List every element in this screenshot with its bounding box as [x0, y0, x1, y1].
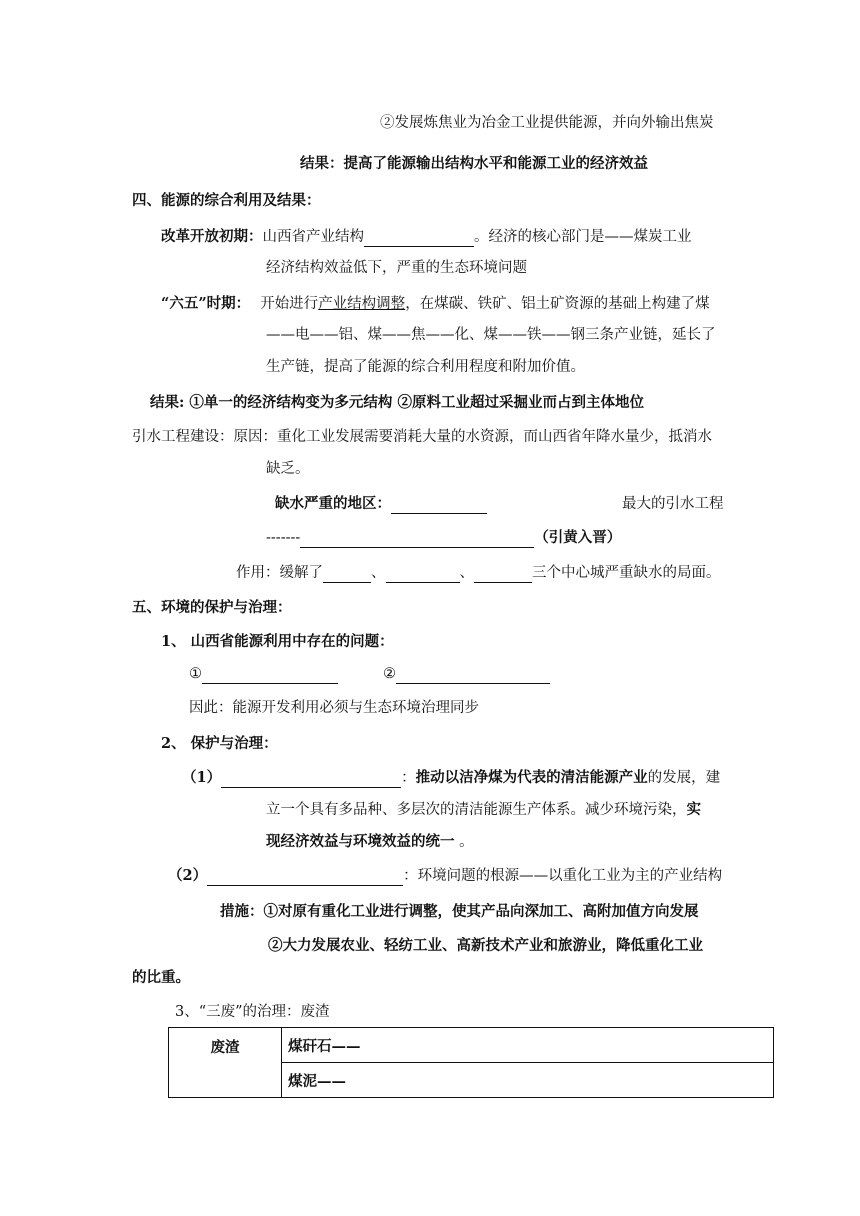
sep-2: 、 [459, 565, 474, 581]
table-row [169, 1028, 774, 1063]
p2-text: ：环境问题的根源——以重化工业为主的产业结构 [403, 868, 723, 884]
problems-line [189, 664, 550, 684]
largest-project-label: 最大的引水工程 [622, 496, 724, 512]
measures-line-2: ②大力发展农业、轻纺工业、高新技术产业和旅游业，降低重化工业 [268, 937, 703, 954]
circle-1: ① [189, 666, 202, 682]
blank-industrial-structure[interactable] [364, 230, 474, 247]
p1-line [182, 768, 720, 788]
p1-rest: 的发展，建 [647, 770, 721, 786]
reform-line-2: 经济结构效益低下，严重的生态环境问题 [266, 260, 527, 276]
water-line-2: 缺乏。 [266, 461, 310, 477]
reform-label: 改革开放初期： [161, 228, 263, 245]
p1-line-2a: 立一个具有多品种、多层次的清洁能源生产体系。减少环境污染， [266, 802, 687, 818]
reform-text: 山西省产业结构 [262, 229, 364, 245]
item-1-heading: 1、 山西省能源利用中存在的问题： [161, 633, 394, 650]
shortage-label: 缺水严重的地区： [275, 495, 391, 512]
six5-line-3: 生产链，提高了能源的综合利用程度和附加价值。 [266, 359, 585, 375]
blank-problem-2[interactable] [396, 667, 550, 684]
p1-line-2b: 实 [686, 801, 701, 818]
therefore-line: 因此：能源开发利用必须与生态环境治理同步 [189, 700, 479, 716]
result-line-1: 结果：提高了能源输出结构水平和能源工业的经济效益 [300, 155, 648, 172]
blank-city-3[interactable] [474, 566, 532, 583]
six5-label: “六五”时期： [161, 295, 251, 312]
reform-line [161, 227, 692, 247]
six5-pre: 开始进行 [260, 296, 319, 312]
reform-text-2: 。经济的核心部门是——煤炭工业 [474, 229, 692, 245]
section-4-heading: 四、能源的综合利用及结果： [132, 192, 321, 209]
section-5-heading: 五、环境的保护与治理： [132, 599, 292, 616]
effect-pre: 作用：缓解了 [236, 565, 323, 581]
table-header-cell: 废渣 [169, 1028, 282, 1098]
p1-line-3 [266, 832, 474, 852]
blank-p2[interactable] [207, 869, 403, 886]
result-line-2: 结果: ①单一的经济结构变为多元结构 ②原料工业超过采掘业而占到主体地位 [150, 394, 644, 411]
project-line [266, 528, 621, 548]
blank-city-2[interactable] [386, 566, 460, 583]
six5-underlined: 产业结构调整 [318, 296, 406, 312]
p1-line-3-end: 。 [454, 834, 474, 850]
p1-line-3-bold: 现经济效益与环境效益的统一 [266, 833, 455, 850]
effect-post: 三个中心城严重缺水的局面。 [532, 565, 721, 581]
water-line-1: 引水工程建设：原因：重化工业发展需要消耗大量的水资源，而山西省年降水量少，抵消水 [132, 429, 712, 445]
measures-1: ①对原有重化工业进行调整，使其产品向深加工、高附加值方向发展 [263, 903, 699, 920]
dashes: ------- [266, 530, 301, 546]
six5-post: ，在煤碳、铁矿、铝土矿资源的基础上构建了煤 [405, 296, 710, 312]
blank-p1[interactable] [221, 771, 401, 788]
p1-line-2 [266, 800, 701, 820]
circle-2: ② [383, 666, 396, 682]
p1-bold: 推动以洁净煤为代表的清洁能源产业 [415, 769, 648, 786]
yellow-river-label: （引黄入晋） [534, 529, 622, 546]
measures-label: 措施： [220, 903, 264, 920]
blank-city-1[interactable] [323, 566, 371, 583]
measures-line-1 [220, 902, 699, 922]
waste-table [168, 1027, 774, 1098]
sep-1: 、 [371, 565, 386, 581]
coking-line: ②发展炼焦业为冶金工业提供能源，并向外输出焦炭 [380, 115, 714, 131]
item-3-heading: 3、“三废”的治理：废渣 [175, 1004, 330, 1020]
six5-line [161, 294, 710, 314]
p2-label: （2） [168, 867, 208, 884]
p1-label: （1） [182, 769, 222, 786]
measures-line-3: 的比重。 [132, 969, 190, 986]
item-2-heading: 2、 保护与治理： [161, 735, 278, 752]
six5-line-2: ——电——铝、煤——焦——化、煤——铁——钢三条产业链，延长了 [266, 327, 716, 343]
shortage-line [275, 494, 487, 514]
table-cell-gangue: 煤矸石—— [282, 1028, 774, 1063]
blank-project[interactable] [300, 531, 534, 548]
effect-line [236, 563, 721, 583]
p2-line [168, 866, 722, 886]
blank-shortage-area[interactable] [391, 497, 487, 514]
p1-colon: ： [401, 770, 416, 786]
table-cell-slime: 煤泥—— [282, 1063, 774, 1098]
blank-problem-1[interactable] [202, 667, 338, 684]
